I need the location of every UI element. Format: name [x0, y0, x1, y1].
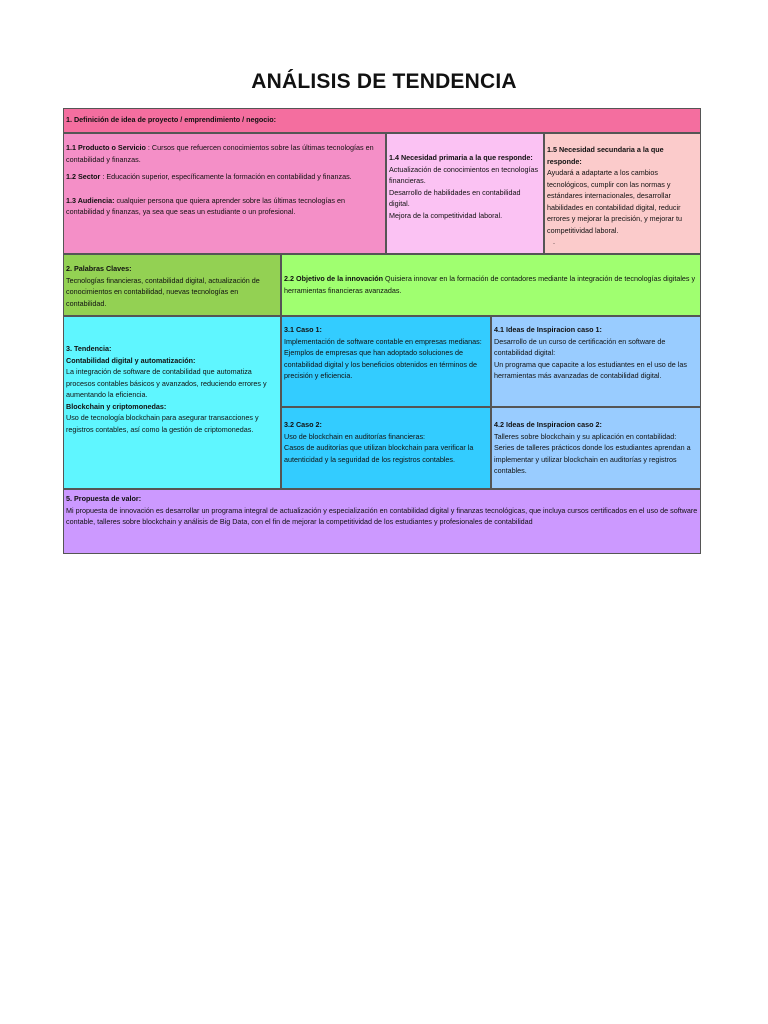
ideas-caso-2-line: Series de talleres prácticos donde los estudiantes aprendan a implementar y utilizar blockchain en auditorías y registros contables.	[494, 443, 691, 475]
cell-definicion	[63, 108, 701, 133]
cell-necesidad-primaria	[386, 133, 544, 254]
necesidad-secundaria-trailing: .	[553, 237, 555, 246]
cell-necesidad-secundaria	[544, 133, 701, 254]
tendencia-sub2-label: Blockchain y criptomonedas:	[66, 401, 167, 411]
propuesta-label: 5. Propuesta de valor:	[66, 494, 142, 503]
page-title: ANÁLISIS DE TENDENCIA	[251, 70, 517, 93]
cell-palabras-claves	[63, 254, 281, 316]
tendencia-sub1-text: La integración de software de contabilidad que automatiza procesos contables básicos y avanzados, reduciendo errores y aumentando la eficiencia.	[66, 367, 267, 399]
necesidad-primaria-line: Mejora de la competitividad laboral.	[389, 210, 503, 220]
ideas-caso-1-label: 4.1 Ideas de Inspiracion caso 1:	[494, 325, 602, 334]
caso-2-line: Uso de blockchain en auditorías financieras:	[284, 431, 426, 441]
caso-2-label: 3.2 Caso 2:	[284, 420, 322, 429]
producto-label: 1.1 Producto o Servicio	[66, 143, 146, 152]
necesidad-primaria-line: Actualización de conocimientos en tecnologías financieras.	[389, 164, 539, 185]
cell-ideas-caso-2	[491, 407, 701, 489]
cell-ideas-caso-1	[491, 316, 701, 407]
audiencia-text: cualquier persona que quiera aprender sobre las últimas tecnologías en contabilidad y finanzas, ya sea que seas un estudiante o un profesional.	[66, 195, 346, 216]
definicion-label: 1. Definición de idea de proyecto / emprendimiento / negocio:	[66, 115, 277, 124]
palabras-claves-label: 2. Palabras Claves:	[66, 264, 132, 273]
caso-2-line: Casos de auditorías que utilizan blockchain para verificar la autenticidad y la seguridad de los registros contables.	[284, 443, 474, 464]
palabras-claves-text: Tecnologías financieras, contabilidad digital, actualización de conocimientos en contabilidad, nuevas tecnologías en contabilidad.	[66, 275, 260, 308]
cell-objetivo-innovacion	[281, 254, 701, 316]
tendencia-sub1-label: Contabilidad digital y automatización:	[66, 355, 196, 365]
sector-text: : Educación superior, específicamente la formación en contabilidad y finanzas.	[100, 172, 352, 181]
objetivo-label: 2.2 Objetivo de la innovación	[284, 274, 384, 283]
caso-1-line: Ejemplos de empresas que han adoptado soluciones de contabilidad digital y los beneficios obtenidos en términos de precisión y eficiencia.	[284, 348, 477, 380]
necesidad-secundaria-label: 1.5 Necesidad secundaria a la que responde:	[547, 145, 664, 166]
cell-producto-sector-audiencia	[63, 133, 386, 254]
ideas-caso-2-label: 4.2 Ideas de Inspiracion caso 2:	[494, 420, 602, 429]
cell-propuesta-valor	[63, 489, 701, 554]
audiencia-label: 1.3 Audiencia:	[66, 195, 115, 205]
cell-caso-2	[281, 407, 491, 489]
ideas-caso-2-line: Talleres sobre blockchain y su aplicación en contabilidad:	[494, 431, 677, 441]
necesidad-primaria-label: 1.4 Necesidad primaria a la que responde:	[389, 153, 533, 162]
sector-label: 1.2 Sector	[66, 172, 101, 181]
ideas-caso-1-line: Un programa que capacite a los estudiantes en el uso de las herramientas más avanzadas de contabilidad digital.	[494, 359, 687, 380]
cell-tendencia	[63, 316, 281, 489]
necesidad-secundaria-text: Ayudará a adaptarte a los cambios tecnológicos, cumplir con las normas y estándares internacionales, desarrollar habilidades en contabilidad digital, reducir errores y mejorar la precisión, y mejorar tu competitividad laboral.	[547, 168, 683, 235]
producto-text: : Cursos que refuercen conocimientos sobre las últimas tecnologías en contabilidad y finanzas.	[66, 143, 374, 164]
tendencia-sub2-text: Uso de tecnología blockchain para asegurar transacciones y registros contables, así como la gestión de criptomonedas.	[66, 413, 259, 434]
caso-1-line: Implementación de software contable en empresas medianas:	[284, 336, 482, 346]
tendencia-label: 3. Tendencia:	[66, 344, 112, 353]
ideas-caso-1-line: Desarrollo de un curso de certificación en software de contabilidad digital:	[494, 336, 666, 357]
necesidad-primaria-line: Desarrollo de habilidades en contabilidad digital.	[389, 187, 521, 208]
cell-caso-1	[281, 316, 491, 407]
objetivo-text: Quisiera innovar en la formación de contadores mediante la integración de tecnologías digitales y herramientas financieras avanzadas.	[284, 274, 696, 295]
propuesta-text: Mi propuesta de innovación es desarrollar un programa integral de actualización y especialización en contabilidad digital y finanzas tecnológicas, que incluya cursos certificados en el uso de software contable, talleres sobre blockchain y análisis de Big Data, con el fin de mejorar la competitividad de los estudiantes y profesionales de contabilidad	[66, 505, 698, 526]
caso-1-label: 3.1 Caso 1:	[284, 325, 322, 334]
